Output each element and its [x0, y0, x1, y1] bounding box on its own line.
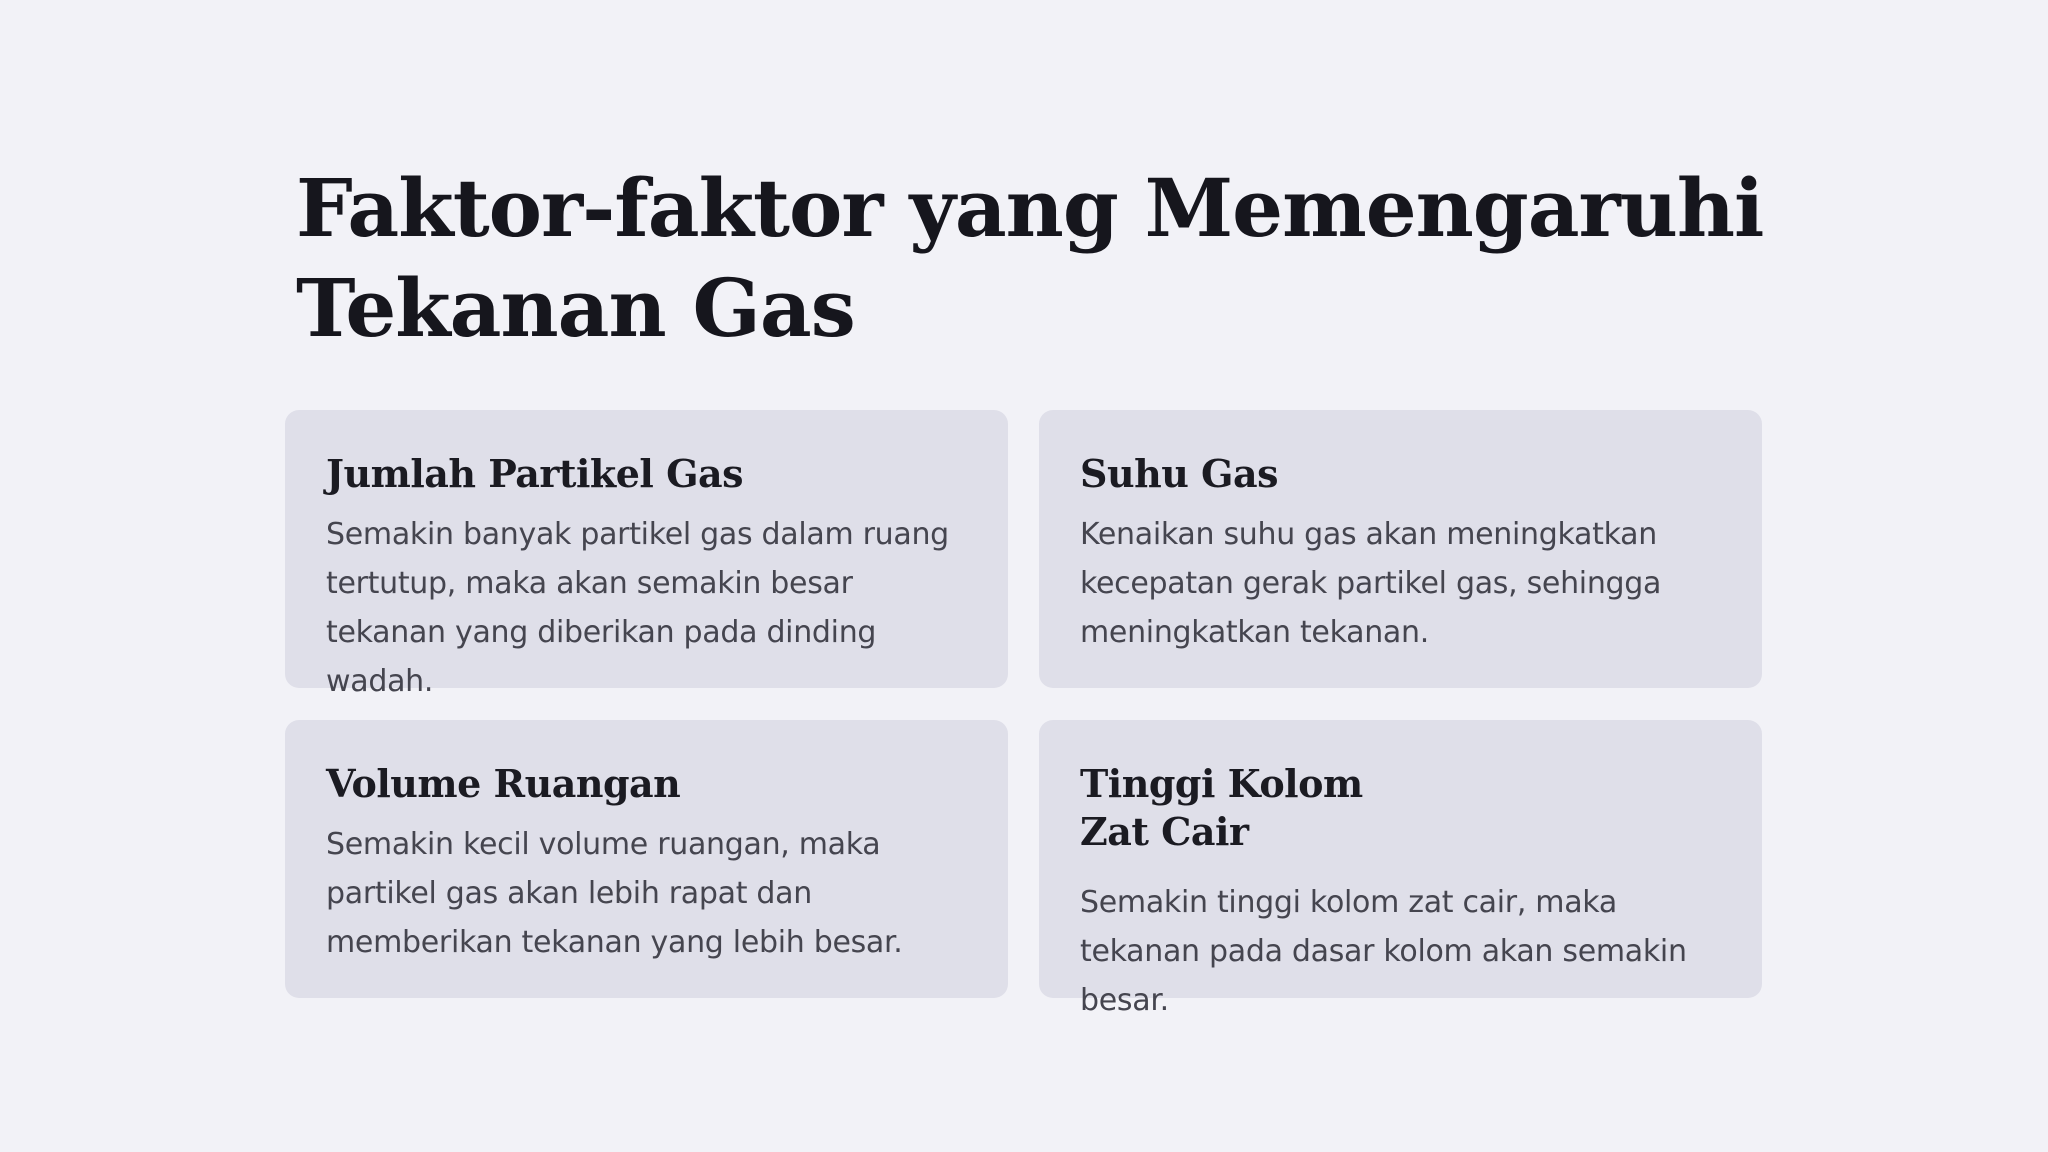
- card-title: Tinggi Kolom Zat Cair: [1080, 761, 1363, 854]
- card-description: Semakin banyak partikel gas dalam ruang tertutup, maka akan semakin besar tekanan yang diberikan pada dinding wadah.: [326, 517, 949, 699]
- card-title: Suhu Gas: [1080, 451, 1279, 496]
- card-description: Semakin kecil volume ruangan, maka partikel gas akan lebih rapat dan memberikan tekanan yang lebih besar.: [326, 827, 903, 960]
- card-title: Volume Ruangan: [326, 761, 681, 806]
- factor-card-volume: [285, 720, 1008, 998]
- card-description: Kenaikan suhu gas akan meningkatkan kecepatan gerak partikel gas, sehingga meningkatkan tekanan.: [1080, 517, 1662, 650]
- card-title: Jumlah Partikel Gas: [326, 451, 744, 496]
- factor-card-temperature: [1039, 410, 1762, 688]
- factor-card-particle-count: [285, 410, 1008, 699]
- card-description: Semakin tinggi kolom zat cair, maka tekanan pada dasar kolom akan semakin besar.: [1080, 885, 1687, 1018]
- slide-title: Faktor-faktor yang Memengaruhi Tekanan Gas: [296, 161, 1764, 355]
- factor-card-liquid-column: [1039, 720, 1762, 1018]
